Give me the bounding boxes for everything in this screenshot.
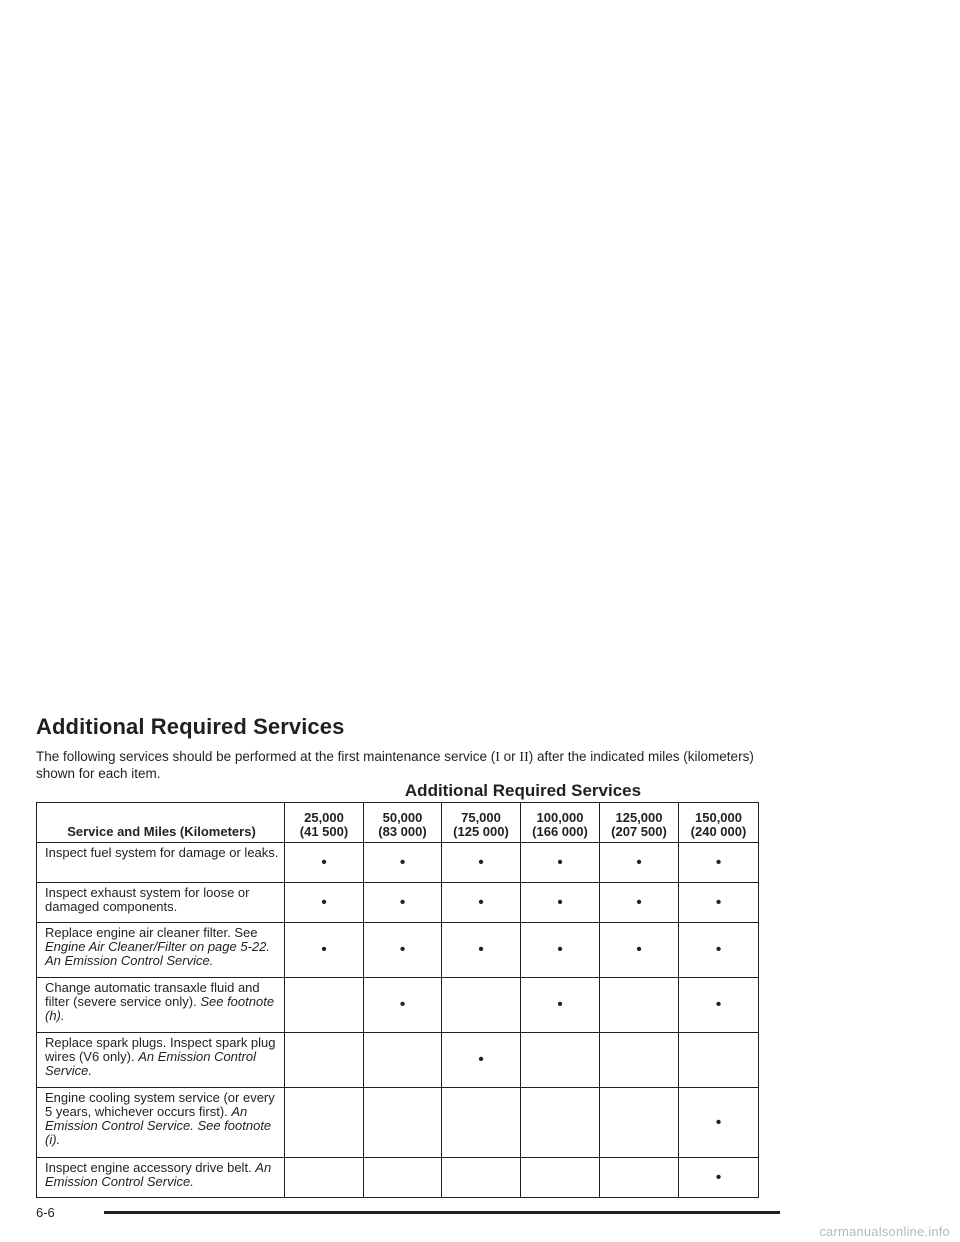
interval-km: (207 500) bbox=[611, 824, 667, 839]
section-title: Additional Required Services bbox=[36, 714, 345, 739]
interval-cell bbox=[600, 978, 679, 1033]
page-number: 6-6 bbox=[36, 1205, 55, 1220]
service-reference: See footnote (h). bbox=[45, 994, 275, 1023]
interval-cell bbox=[285, 1158, 364, 1198]
service-text: Replace spark plugs. Inspect spark plug wires (V6 only). bbox=[45, 1035, 276, 1064]
intro-text-before: The following services should be performed at the first maintenance service ( bbox=[36, 749, 496, 764]
interval-km: (240 000) bbox=[690, 824, 747, 839]
service-bullet: • bbox=[399, 996, 406, 1013]
header-interval bbox=[442, 803, 521, 843]
interval-cell bbox=[285, 978, 364, 1033]
interval-miles: 100,000 bbox=[536, 810, 584, 825]
header-interval bbox=[285, 803, 364, 843]
service-reference: An Emission Control Service. bbox=[45, 1049, 256, 1078]
interval-cell bbox=[521, 978, 600, 1033]
service-text: Inspect exhaust system for loose or damaged components. bbox=[45, 885, 250, 914]
interval-cell bbox=[364, 1033, 442, 1088]
interval-cell bbox=[521, 883, 600, 923]
interval-cell bbox=[285, 1088, 364, 1158]
interval-cell bbox=[364, 883, 442, 923]
service-bullet: • bbox=[478, 1051, 484, 1068]
intro-paragraph bbox=[36, 749, 756, 782]
interval-cell bbox=[442, 1033, 521, 1088]
intro-or-word: or bbox=[499, 749, 520, 764]
service-bullet: • bbox=[715, 1168, 722, 1186]
service-bullet: • bbox=[715, 853, 722, 871]
interval-cell bbox=[442, 1088, 521, 1158]
service-bullet: • bbox=[321, 941, 327, 958]
interval-km: (41 500) bbox=[299, 824, 349, 839]
interval-cell bbox=[679, 978, 759, 1033]
service-bullet: • bbox=[557, 893, 563, 911]
service-text: Engine cooling system service (or every 5 years, whichever occurs first). bbox=[45, 1090, 275, 1119]
service-description bbox=[37, 843, 285, 883]
table-row bbox=[37, 1088, 759, 1158]
service-description bbox=[37, 1158, 285, 1198]
services-table bbox=[36, 802, 759, 1198]
header-interval bbox=[679, 803, 759, 843]
interval-cell bbox=[442, 843, 521, 883]
service-reference: An Emission Control Service. See footnote (i). bbox=[45, 1104, 272, 1147]
interval-cell bbox=[600, 843, 679, 883]
interval-cell bbox=[364, 923, 442, 978]
interval-cell bbox=[521, 843, 600, 883]
service-description bbox=[37, 923, 285, 978]
header-interval bbox=[521, 803, 600, 843]
service-description bbox=[37, 1088, 285, 1158]
interval-cell bbox=[521, 1033, 600, 1088]
interval-miles: 50,000 bbox=[382, 810, 423, 825]
table-row bbox=[37, 1033, 759, 1088]
interval-cell bbox=[285, 843, 364, 883]
header-interval bbox=[600, 803, 679, 843]
service-bullet: • bbox=[478, 941, 484, 958]
table-row bbox=[37, 883, 759, 923]
interval-cell bbox=[600, 1033, 679, 1088]
service-bullet: • bbox=[399, 853, 406, 871]
service-bullet: • bbox=[321, 853, 327, 871]
interval-cell bbox=[285, 883, 364, 923]
service-bullet: • bbox=[715, 996, 722, 1013]
intro-roman-one: I bbox=[495, 750, 500, 765]
service-bullet: • bbox=[715, 1113, 722, 1131]
interval-cell bbox=[442, 923, 521, 978]
interval-cell bbox=[521, 1088, 600, 1158]
interval-miles: 125,000 bbox=[615, 810, 663, 825]
service-bullet: • bbox=[557, 853, 563, 871]
interval-miles: 150,000 bbox=[695, 810, 742, 825]
service-description bbox=[37, 883, 285, 923]
table-row bbox=[37, 923, 759, 978]
interval-cell bbox=[600, 923, 679, 978]
interval-cell bbox=[364, 1088, 442, 1158]
interval-cell bbox=[600, 1088, 679, 1158]
service-bullet: • bbox=[478, 893, 484, 911]
interval-km: (83 000) bbox=[378, 824, 427, 839]
interval-cell bbox=[285, 923, 364, 978]
intro-text-after: ) after the indicated miles (kilometers) shown for each item. bbox=[36, 749, 754, 781]
interval-cell bbox=[679, 1033, 759, 1088]
interval-cell bbox=[679, 883, 759, 923]
service-text: Inspect engine accessory drive belt. bbox=[45, 1160, 256, 1175]
interval-miles: 75,000 bbox=[461, 810, 501, 825]
intro-roman-two: II bbox=[519, 750, 529, 765]
interval-cell bbox=[679, 1088, 759, 1158]
service-bullet: • bbox=[478, 853, 484, 871]
table-row bbox=[37, 1158, 759, 1198]
footer-rule bbox=[104, 1211, 780, 1214]
service-bullet: • bbox=[636, 893, 642, 911]
header-interval bbox=[364, 803, 442, 843]
interval-cell bbox=[600, 1158, 679, 1198]
interval-cell bbox=[600, 883, 679, 923]
interval-cell bbox=[679, 923, 759, 978]
service-text: Change automatic transaxle fluid and filter (severe service only). bbox=[45, 980, 260, 1009]
service-bullet: • bbox=[399, 941, 406, 958]
interval-cell bbox=[364, 843, 442, 883]
interval-cell bbox=[521, 1158, 600, 1198]
service-bullet: • bbox=[321, 893, 327, 911]
interval-cell bbox=[442, 1158, 521, 1198]
service-bullet: • bbox=[715, 893, 722, 911]
interval-cell bbox=[364, 1158, 442, 1198]
service-bullet: • bbox=[557, 996, 563, 1013]
table-title: Additional Required Services bbox=[404, 781, 642, 800]
service-description bbox=[37, 1033, 285, 1088]
interval-cell bbox=[679, 843, 759, 883]
watermark: carmanualsonline.info bbox=[819, 1224, 950, 1239]
service-bullet: • bbox=[636, 941, 642, 958]
interval-km: (125 000) bbox=[453, 824, 509, 839]
table-row bbox=[37, 978, 759, 1033]
header-service-label: Service and Miles (Kilometers) bbox=[37, 803, 285, 843]
interval-cell bbox=[285, 1033, 364, 1088]
interval-cell bbox=[679, 1158, 759, 1198]
service-text: Inspect fuel system for damage or leaks. bbox=[45, 845, 279, 860]
service-bullet: • bbox=[715, 941, 722, 958]
service-bullet: • bbox=[399, 893, 406, 911]
service-text: Replace engine air cleaner filter. See bbox=[45, 925, 258, 940]
service-rows bbox=[37, 843, 759, 1198]
interval-cell bbox=[364, 978, 442, 1033]
interval-km: (166 000) bbox=[532, 824, 588, 839]
interval-miles: 25,000 bbox=[304, 810, 344, 825]
header-row bbox=[37, 803, 759, 843]
service-description bbox=[37, 978, 285, 1033]
service-reference: An Emission Control Service. bbox=[45, 1160, 272, 1189]
table-row bbox=[37, 843, 759, 883]
interval-cell bbox=[521, 923, 600, 978]
interval-cell bbox=[442, 883, 521, 923]
service-bullet: • bbox=[557, 941, 563, 958]
service-bullet: • bbox=[636, 853, 642, 871]
service-reference: Engine Air Cleaner/Filter on page 5-22. An Emission Control Service. bbox=[45, 939, 270, 968]
interval-cell bbox=[442, 978, 521, 1033]
